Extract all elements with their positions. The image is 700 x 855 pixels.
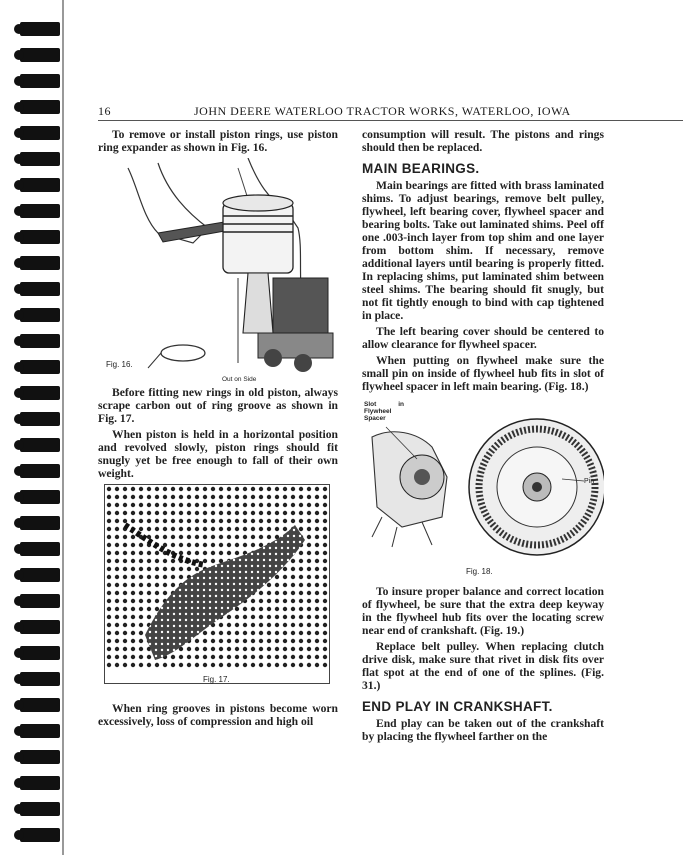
left-column — [98, 128, 338, 731]
binding-ring — [20, 22, 60, 36]
binding-ring — [20, 412, 60, 426]
figure-16 — [98, 158, 338, 382]
binding-ring — [20, 594, 60, 608]
figure-18-caption: Fig. 18. — [466, 567, 493, 576]
paragraph: When piston is held in a horizontal position and revolved slowly, piston rings should fit snugly yet be free enough to fall of their own weight. — [98, 428, 338, 480]
binding-ring — [20, 334, 60, 348]
binding-ring — [20, 152, 60, 166]
binding-ring — [20, 100, 60, 114]
header-rule — [98, 120, 683, 121]
paragraph: When putting on flywheel make sure the small pin on inside of flywheel hub fits in slot of flywheel spacer in left main bearing. (Fig. 18.) — [362, 354, 604, 393]
binding-ring — [20, 776, 60, 790]
binding-ring — [20, 438, 60, 452]
manual-page — [70, 0, 695, 855]
binding-ring — [20, 542, 60, 556]
figure-16-caption: Fig. 16. — [106, 360, 133, 369]
binding-ring — [20, 386, 60, 400]
binding-ring — [20, 126, 60, 140]
piston-ring-expander-illustration — [98, 158, 338, 382]
binding-ring — [20, 646, 60, 660]
page-number: 16 — [98, 104, 111, 118]
paragraph: Main bearings are fitted with brass laminated shims. To adjust bearings, remove belt pulley, flywheel, left bearing cover, flywheel spacer and bearing bolts. Take out laminated shims. Peel off one .003-inch layer from top shim and one layer from bottom shim. If necessary, remove additional layers until bearing is properly fitted. In replacing shims, put laminated shim between steel shims. The bearing should fit snugly, but not fit tightly enough to bind with cap tightened in place. — [362, 179, 604, 322]
right-column — [362, 128, 604, 746]
figure-18-label-pin: Pin — [584, 478, 595, 485]
figure-18 — [362, 397, 604, 575]
binding-ring — [20, 308, 60, 322]
paragraph: consumption will result. The pistons and rings should then be replaced. — [362, 128, 604, 154]
figure-18-label-slot: Slot in Flywheel Spacer — [364, 401, 404, 422]
spiral-binding — [0, 0, 62, 855]
binding-ring — [20, 724, 60, 738]
binding-ring — [20, 204, 60, 218]
page-header — [98, 104, 683, 122]
binding-ring — [20, 230, 60, 244]
binding-ring — [20, 516, 60, 530]
figure-17-caption: Fig. 17. — [203, 675, 230, 684]
paragraph: When ring grooves in pistons become worn excessively, loss of compression and high oil — [98, 702, 338, 728]
binding-ring — [20, 620, 60, 634]
binding-ring — [20, 48, 60, 62]
binding-ring — [20, 750, 60, 764]
binding-ring — [20, 464, 60, 478]
flywheel-spacer-illustration — [362, 397, 604, 575]
paragraph: To insure proper balance and correct location of flywheel, be sure that the extra deep keyway in the flywheel hub fits over the locating screw near end of crankshaft. (Fig. 19.) — [362, 585, 604, 637]
paragraph: The left bearing cover should be centered to allow clearance for flywheel spacer. — [362, 325, 604, 351]
paragraph: To remove or install piston rings, use piston ring expander as shown in Fig. 16. — [98, 128, 338, 154]
paragraph: Replace belt pulley. When replacing clutch drive disk, make sure that rivet in disk fits over flat spot at the end of one of the splines. (Fig. 31.) — [362, 640, 604, 692]
binding-ring — [20, 74, 60, 88]
section-heading: END PLAY IN CRANKSHAFT. — [362, 699, 553, 714]
binding-ring — [20, 178, 60, 192]
figure-16-sublabel: Out on Side — [222, 376, 257, 383]
binding-ring — [20, 490, 60, 504]
binding-ring — [20, 698, 60, 712]
header-title: JOHN DEERE WATERLOO TRACTOR WORKS, WATERLOO, IOWA — [194, 104, 571, 118]
paragraph: End play can be taken out of the crankshaft by placing the flywheel farther on the — [362, 717, 604, 743]
paragraph: Before fitting new rings in old piston, always scrape carbon out of ring groove as shown in Fig. 17. — [98, 386, 338, 425]
binding-ring — [20, 360, 60, 374]
page-edge — [62, 0, 64, 855]
binding-ring — [20, 828, 60, 842]
binding-ring — [20, 672, 60, 686]
binding-ring — [20, 256, 60, 270]
binding-ring — [20, 802, 60, 816]
figure-17 — [104, 484, 330, 684]
ring-groove-scraping-photo — [105, 485, 329, 669]
binding-ring — [20, 568, 60, 582]
binding-ring — [20, 282, 60, 296]
section-heading: MAIN BEARINGS. — [362, 161, 480, 176]
